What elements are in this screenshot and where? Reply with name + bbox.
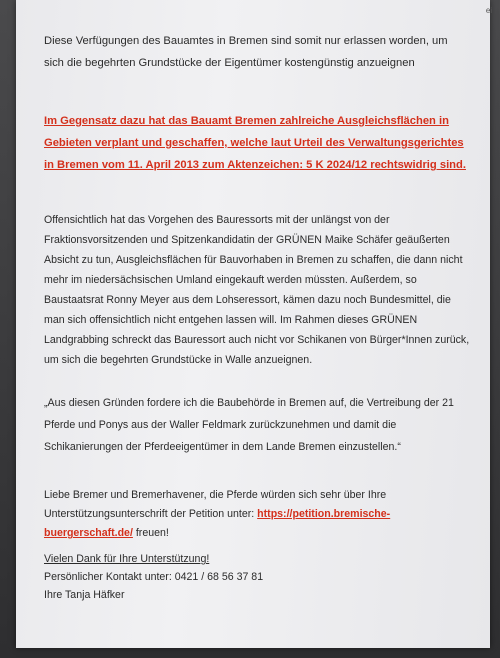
petition-appeal-text: Liebe Bremer und Bremerhavener, die Pferde würden sich sehr über Ihre Unterstützungsunterschrift der Petition unter: <box>44 489 387 520</box>
quote-demand-paragraph: „Aus diesen Gründen fordere ich die Baubehörde in Bremen auf, die Vertreibung der 21 Pferde und Ponys aus der Waller Feldmark zurückzunehmen und damit die Schikanierungen der Pferdeeigentümer in dem Lande Bremen einzustellen.“ <box>44 397 454 453</box>
corner-note: ei <box>485 6 493 15</box>
paragraph-green-landgrabbing: Offensichtlich hat das Vorgehen des Bauressorts mit der unlängst von der Fraktionsvorsitzenden und Spitzenkandidatin der GRÜNEN Maike Schäfer geäußerten Absicht zu tun, Ausgleichsflächen für Bauvorhaben in Bremen zu schaffen, die dann nicht mehr im niedersächsischen Umland eingekauft werden müssten. Außerdem, so Baustaatsrat Ronny Meyer aus dem Lohseressort, kämen dazu noch Bundesmittel, die man sich offensichtlich nicht entgehen lassen will. Im Rahmen dieses GRÜNEN Landgrabbing schreckt das Bauressort auch nicht vor Schikanen von Bürger*Innen zurück, um sich die begehrten Grundstücke in Walle anzueignen. <box>44 214 470 366</box>
thanks-line: Vielen Dank für Ihre Unterstützung! <box>44 553 210 565</box>
contact-line: Persönlicher Kontakt unter: 0421 / 68 56 37 81 <box>44 571 264 583</box>
closing-block <box>44 550 470 604</box>
petition-appeal-paragraph <box>44 486 470 543</box>
petition-appeal-closing: freuen! <box>132 527 169 539</box>
highlighted-court-ruling-paragraph: Im Gegensatz dazu hat das Bauamt Bremen zahlreiche Ausgleichsflächen in Gebieten verplant und geschaffen, welche laut Urteil des Verwaltungsgerichtes in Bremen vom 11. April 2013 zum Aktenzeichen: 5 K 2024/12 rechtswidrig sind. <box>44 115 466 171</box>
paper-sheet <box>16 0 490 648</box>
signature-line: Ihre Tanja Häfker <box>44 589 125 601</box>
paragraph-building-authority: Diese Verfügungen des Bauamtes in Bremen sind somit nur erlassen worden, um sich die begehrten Grundstücke der Eigentümer kostengünstig anzueignen <box>44 35 448 69</box>
petition-link[interactable]: https://petition.bremische-buergerschaft.de/ <box>44 508 391 539</box>
